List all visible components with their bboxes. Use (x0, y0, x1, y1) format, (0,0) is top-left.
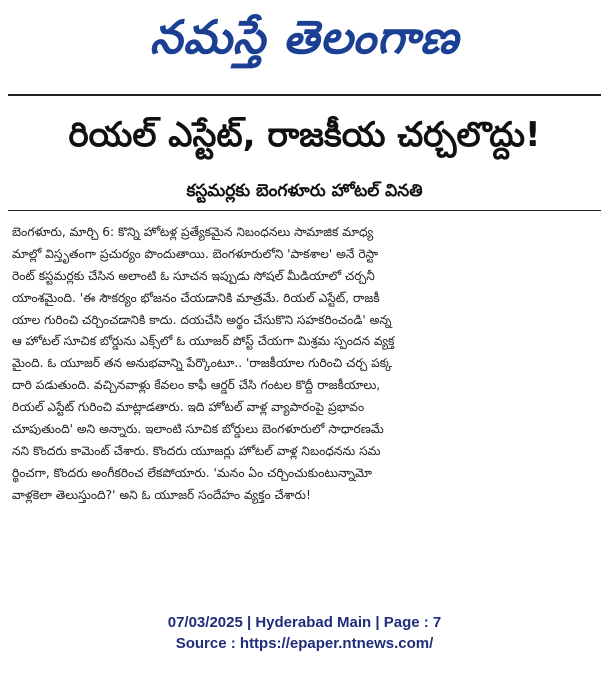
masthead-title: నమస్తే తెలంగాణ (149, 10, 460, 64)
footer-source: Source : https://epaper.ntnews.com/ (175, 635, 434, 652)
article-body-line: రెంట్ కస్టమర్లకు చేసిన అలాంటి ఓ సూచన ఇప్పుడు సోషల్ మీడియాలో చర్చనీ (12, 268, 375, 283)
article-body-line: దారి పడుతుంది. వచ్చినవాళ్లు కేవలం కాఫీ ఆర్డర్ చేసి గంటల కొద్దీ రాజకీయాలు, (12, 378, 381, 393)
subheadline-divider (8, 210, 601, 211)
article-subheadline: కస్టమర్లకు బెంగళూరు హోటల్ వినతి (186, 181, 423, 201)
article-body-line: యాంశమైంది. 'ఈ సౌకర్యం భోజనం చేయడానికి మాత్రమే. రియల్ ఎస్టేట్, రాజకీ (12, 290, 380, 305)
article-body-line: బెంగళూరు, మార్చి 6: కొన్ని హోటళ్ల ప్రత్యేకమైన నిబంధనలు సామాజిక మాధ్య (12, 225, 374, 239)
article-body-line: యాల గురించి చర్చించడానికి కాదు. దయచేసి అర్థం చేసుకొని సహకరించండి' అన్న (12, 312, 392, 327)
article-body-line: మాల్లో విస్తృతంగా ప్రచుర్యం పొందుతాయి. బెంగళూరులోని 'పాకశాల' అనే రెస్టా (12, 246, 379, 261)
article-body-line: చూపుతుంది' అని అన్నారు. ఇలాంటి సూచిక బోర్డులు బెంగళూరులో సాధారణమే (12, 422, 384, 437)
article-body-line: మైంది. ఓ యూజర్ తన అనుభవాన్ని పేర్కొంటూ.. 'రాజకీయాల గురించి చర్చ పక్క (12, 356, 393, 371)
article-body-line: నని కొందరు కామెంట్ చేశారు. కొందరు యూజర్లు హోటల్ వాళ్ల నిబంధనను సమ (12, 443, 381, 458)
top-divider (8, 94, 601, 96)
article-body-line: రియల్ ఎస్టేట్ గురించి మాట్లాడతారు. ఇది హోటల్ వాళ్ల వ్యాపారంపై ప్రభావం (12, 400, 365, 415)
article-body (12, 222, 597, 507)
article-body-line: ర్థించగా, కొందరు అంగీకరించ లేకపోయారు. 'మనం ఏం చర్చించుకుంటున్నామో (12, 465, 372, 480)
page-footer (0, 612, 609, 654)
footer-date-edition: 07/03/2025 | Hyderabad Main | Page : 7 (167, 614, 442, 631)
article-body-line: వాళ్లకెలా తెలుస్తుంది?' అని ఓ యూజర్ సందేహం వ్యక్తం చేశారు! (12, 487, 311, 502)
article-headline: రియల్ ఎస్టేట్, రాజకీయ చర్చలొద్దు! (68, 115, 541, 155)
masthead-logo (0, 0, 609, 86)
article-body-line: ఆ హోటల్ సూచిక బోర్డును ఎక్స్‌లో ఓ యూజర్ పోస్ట్ చేయగా మిశ్రమ స్పందన వ్యక్త (12, 334, 395, 349)
